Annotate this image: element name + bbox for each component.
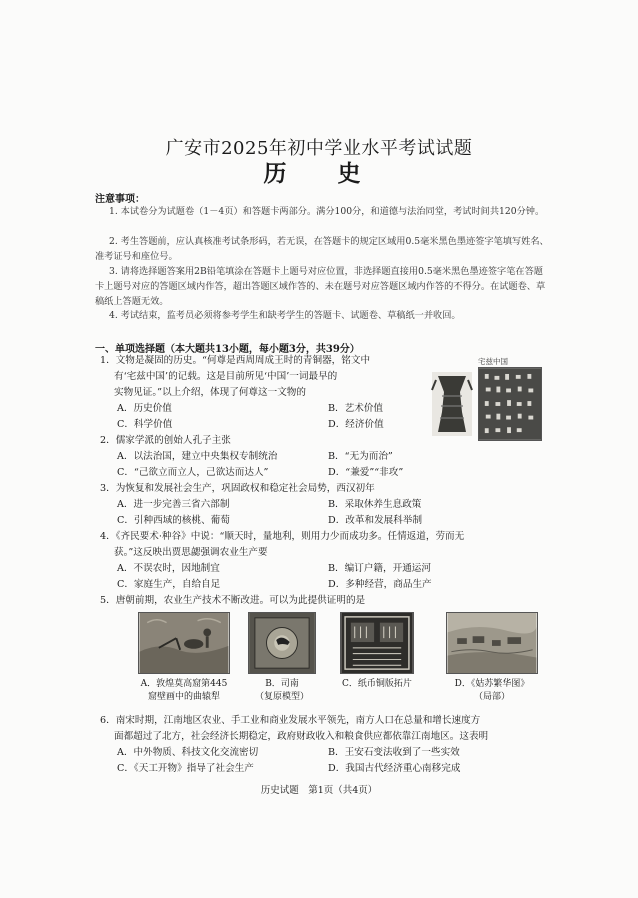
question-4-stem-line: 获。”这反映出贾思勰强调农业生产要 xyxy=(114,547,268,558)
question-1-option: C．科学价值 xyxy=(117,419,173,430)
notice-item: 3. 请将选择题答案用2B铅笔填涂在答题卡上题号对应位置，非选择题直接用0.5毫米黑色墨迹签字笔在答题卡上题号对应的答题区域内作答，超出答题区域作答的、未在题号对应答题区域内作答的不得分。在试题卷、草稿纸上答题无效。 xyxy=(95,266,546,307)
question-6-option: D．我国古代经济重心南移完成 xyxy=(328,763,461,774)
question-2-option: D．“兼爱”“非攻” xyxy=(328,467,404,478)
notice-heading: 注意事项： xyxy=(95,194,145,205)
figure-label: 宅兹中国 xyxy=(478,357,508,366)
figure-caption-b-line: （复原模型） xyxy=(254,692,309,702)
question-6-stem-line: 6．南宋时期，江南地区农业、手工业和商业发展水平领先，南方人口在总量和增长速度方 xyxy=(100,715,481,726)
question-6-option: B．王安石变法收到了一些实效 xyxy=(328,747,460,758)
question-3-option: D．改革和发展科举制 xyxy=(328,515,423,526)
question-5-stem: 5．唐朝前期，农业生产技术不断改进。可以为此提供证明的是 xyxy=(100,595,366,606)
figure-caption-a-line: 窟壁画中的曲辕犁 xyxy=(147,692,220,702)
gusu-prosperity-painting-image xyxy=(446,612,538,674)
inscription-rubbing-image xyxy=(478,367,542,441)
question-3-option: A．进一步完善三省六部制 xyxy=(117,499,230,510)
figure-caption-d-line: D．《姑苏繁华图》 xyxy=(454,679,530,689)
question-6-stem-line: 面都超过了北方，社会经济长期稳定，政府财政收入和粮食供应都依靠江南地区。这表明 xyxy=(114,731,489,742)
question-4-option: D．多种经营，商品生产 xyxy=(328,579,432,590)
question-1-option: B．艺术价值 xyxy=(328,403,384,414)
question-2-option: A．以法治国，建立中央集权专制统治 xyxy=(117,451,278,462)
sinan-compass-image xyxy=(248,612,316,674)
paper-money-rubbing-image xyxy=(340,612,414,674)
question-3-option: C．引种西域的核桃、葡萄 xyxy=(117,515,230,526)
question-4-option: C．家庭生产，自给自足 xyxy=(117,579,221,590)
notice-item: 4. 考试结束，监考员必须将参考学生和缺考学生的答题卡、试题卷、草稿纸一并收回。 xyxy=(109,310,461,321)
notice-item: 2. 考生答题前，应认真核准考试条形码，若无误，在答题卡的规定区域用0.5毫米黑色墨迹签字笔填写姓名、准考证号和座位号。 xyxy=(95,236,549,262)
subject-title: 历 史 xyxy=(263,160,375,187)
question-1-option: A．历史价值 xyxy=(117,403,172,414)
question-6-option: A．中外物质、科技文化交流密切 xyxy=(117,747,259,758)
question-3-stem: 3．为恢复和发展社会生产，巩固政权和稳定社会局势，西汉初年 xyxy=(100,483,375,494)
mogao-mural-image xyxy=(138,612,230,674)
figure-caption-c: C．纸币铜版拓片 xyxy=(342,679,412,689)
question-1-stem-line: 有‘宅兹中国’的记载。这是目前所见‘中国’一词最早的 xyxy=(114,371,338,382)
figure-caption-a-line: A．敦煌莫高窟第445 xyxy=(140,679,228,689)
he-zun-bronze-image xyxy=(430,370,474,438)
figure-caption-d-line: （局部） xyxy=(473,692,510,702)
question-2-stem: 2．儒家学派的创始人孔子主张 xyxy=(100,435,231,446)
exam-title: 广安市2025年初中学业水平考试试题 xyxy=(165,138,473,159)
page-footer: 历史试题 第1页（共4页） xyxy=(260,785,378,796)
section-heading: 一、单项选择题（本大题共13小题，每小题3分，共39分） xyxy=(95,344,360,355)
notice-item: 1. 本试卷分为试题卷（1－4页）和答题卡两部分。满分100分，和道德与法治同堂，考试时间共120分钟。 xyxy=(109,206,545,217)
question-2-option: B．“无为而治” xyxy=(328,451,393,462)
question-4-option: B．编订户籍，开通运河 xyxy=(328,563,431,574)
figure-caption-b-line: B．司南 xyxy=(265,679,299,689)
question-4-option: A．不误农时，因地制宜 xyxy=(117,563,220,574)
question-2-option: C．“己欲立而立人，己欲达而达人” xyxy=(117,467,269,478)
question-1-stem-line: 实物见证。”以上介绍，体现了何尊这一文物的 xyxy=(114,387,306,398)
question-6-option: C．《天工开物》指导了社会生产 xyxy=(117,763,254,774)
question-3-option: B．采取休养生息政策 xyxy=(328,499,422,510)
question-1-option: D．经济价值 xyxy=(328,419,384,430)
question-1-stem-line: 1．文物是凝固的历史。“何尊是西周周成王时的青铜器，铭文中 xyxy=(100,355,371,366)
question-4-stem-line: 4．《齐民要术·种谷》中说：“顺天时，量地利，则用力少而成功多。任情返道，劳而无 xyxy=(100,531,465,542)
